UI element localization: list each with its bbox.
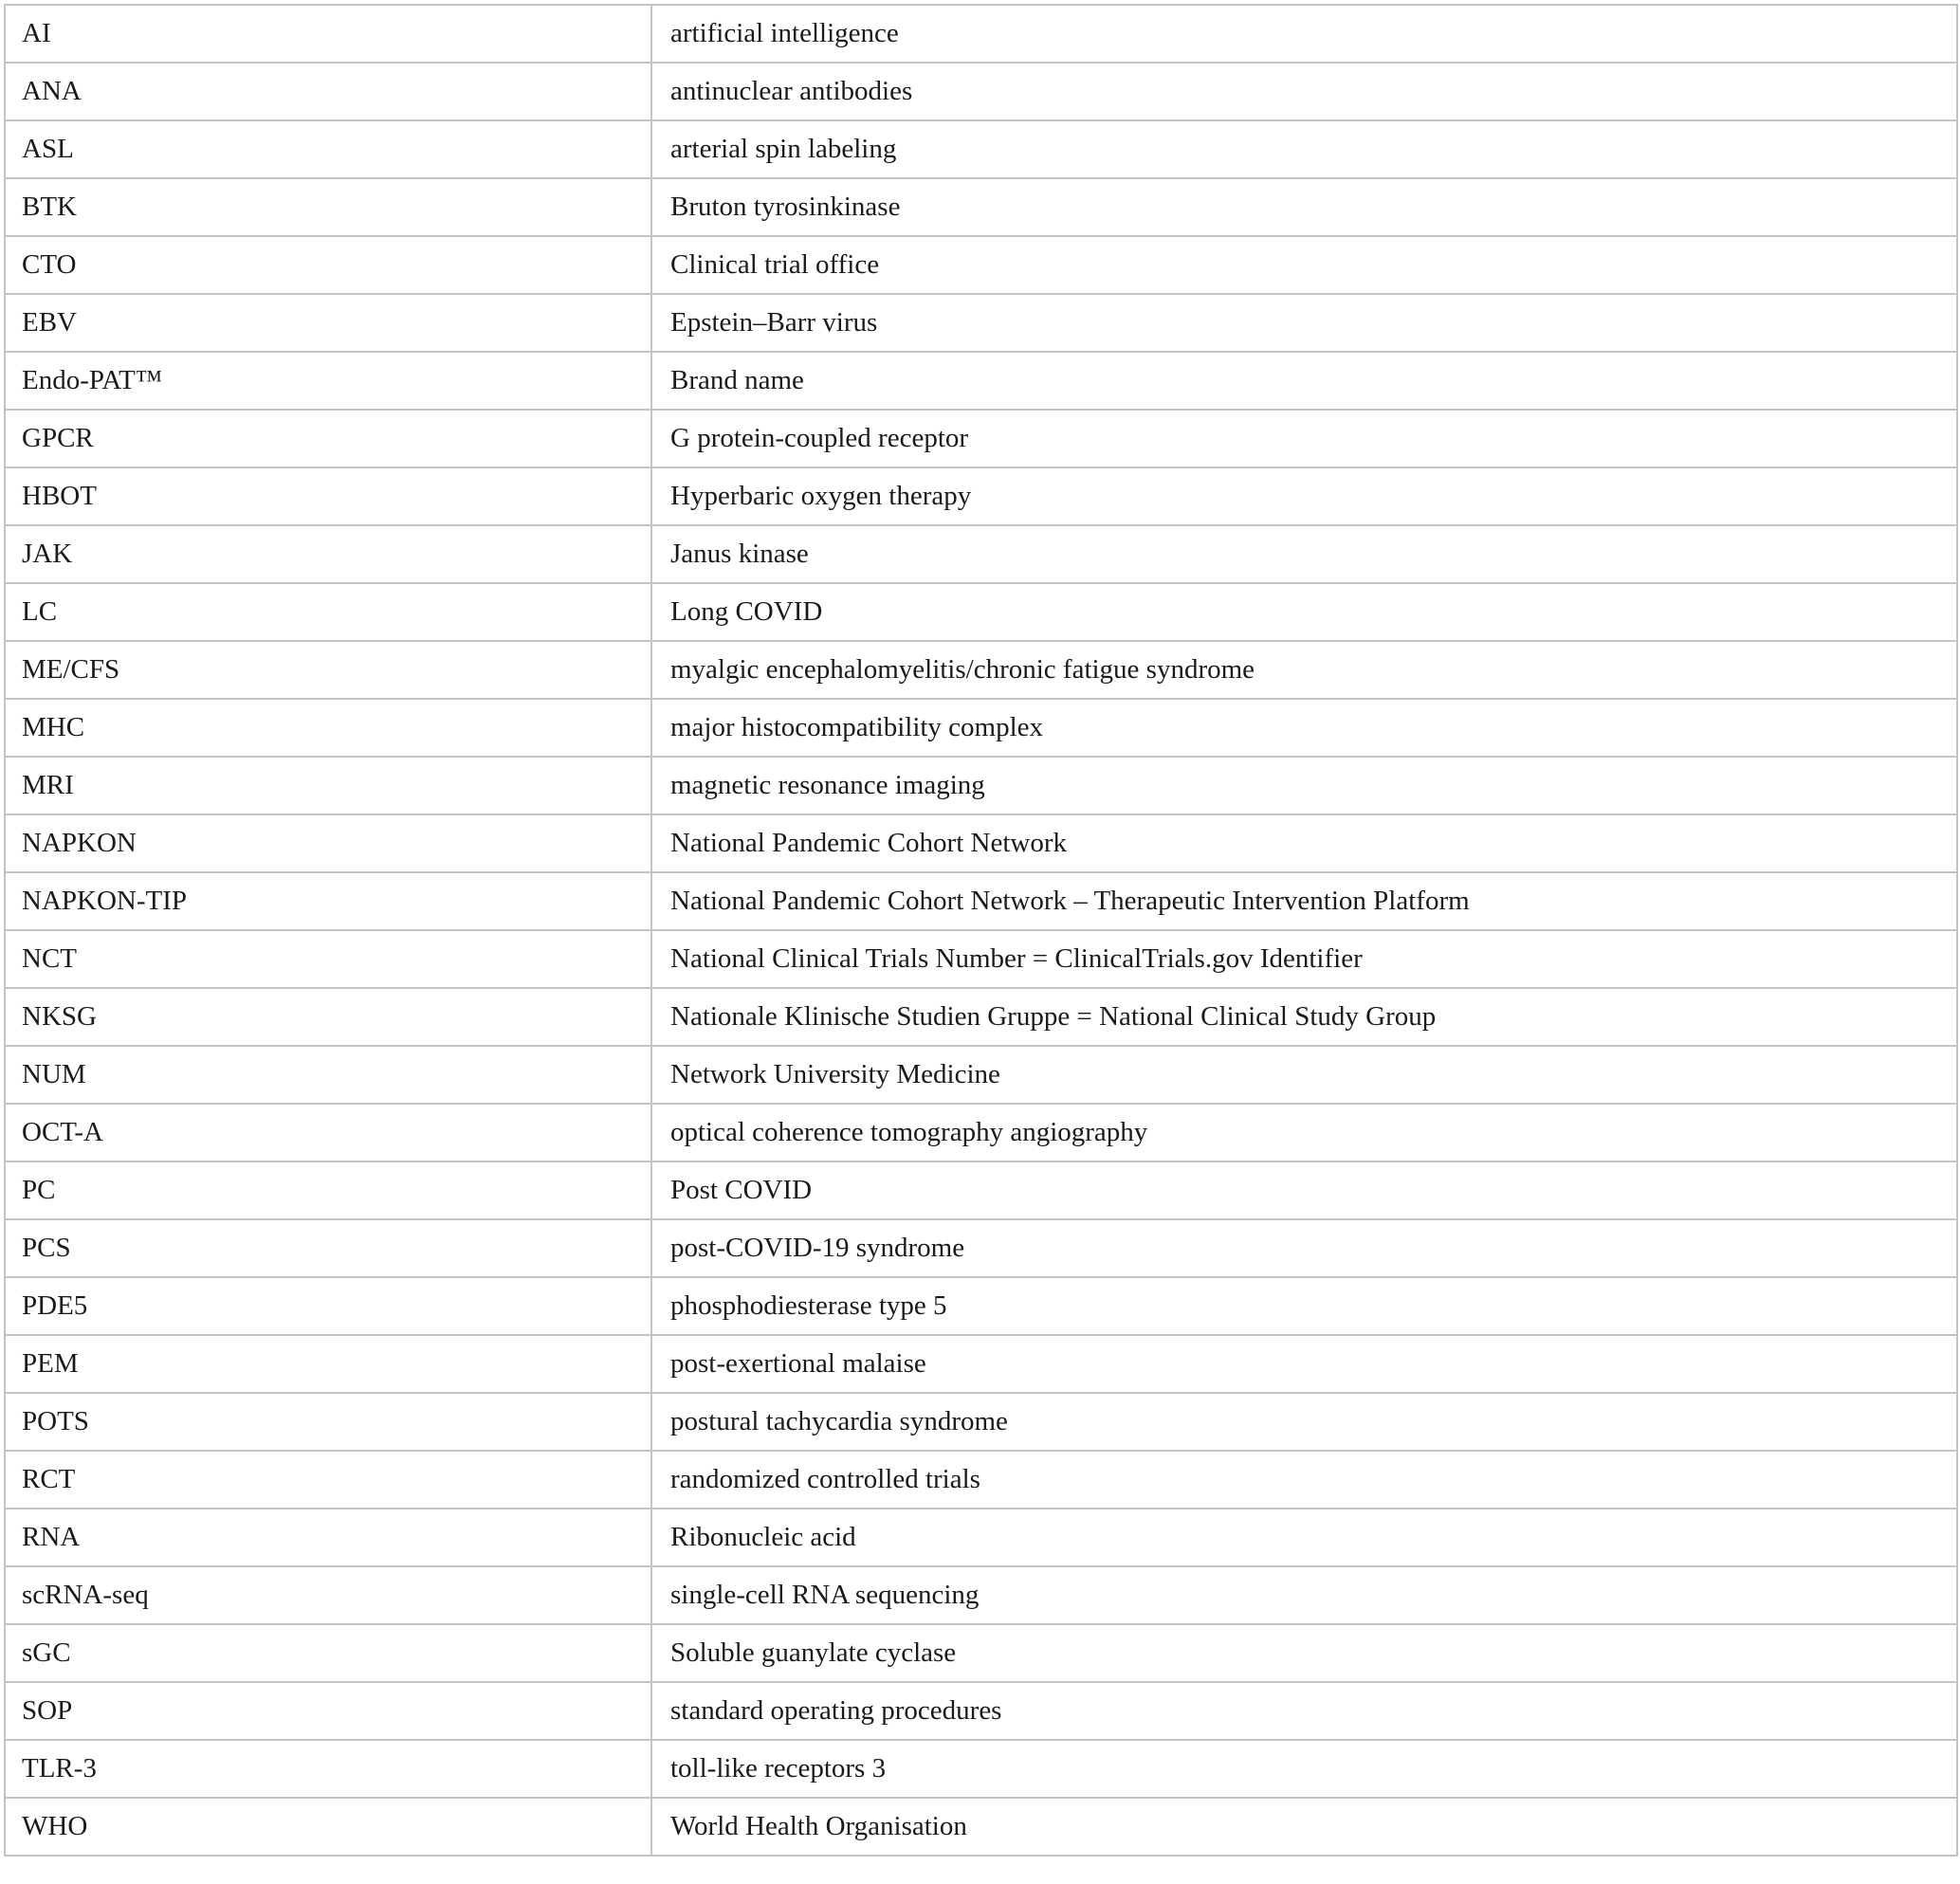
abbreviation-cell: PDE5: [5, 1277, 651, 1335]
abbreviation-cell: OCT-A: [5, 1104, 651, 1161]
abbreviation-cell: EBV: [5, 294, 651, 352]
table-row: [5, 1046, 1957, 1104]
definition-cell: single-cell RNA sequencing: [651, 1566, 1957, 1624]
definition-cell: Clinical trial office: [651, 236, 1957, 294]
abbreviation-cell: MHC: [5, 699, 651, 757]
definition-cell: Network University Medicine: [651, 1046, 1957, 1104]
table-row: [5, 699, 1957, 757]
table-row: [5, 352, 1957, 410]
definition-cell: toll-like receptors 3: [651, 1740, 1957, 1798]
abbreviation-cell: scRNA-seq: [5, 1566, 651, 1624]
table-row: [5, 1219, 1957, 1277]
abbreviations-table-body: [5, 5, 1957, 1856]
definition-cell: Post COVID: [651, 1161, 1957, 1219]
table-row: [5, 814, 1957, 872]
abbreviation-cell: PC: [5, 1161, 651, 1219]
abbreviation-cell: POTS: [5, 1393, 651, 1451]
table-row: [5, 583, 1957, 641]
abbreviation-cell: AI: [5, 5, 651, 63]
table-row: [5, 1335, 1957, 1393]
definition-cell: post-exertional malaise: [651, 1335, 1957, 1393]
abbreviation-cell: sGC: [5, 1624, 651, 1682]
abbreviation-cell: ASL: [5, 120, 651, 178]
table-row: [5, 1393, 1957, 1451]
table-row: [5, 1682, 1957, 1740]
abbreviation-cell: JAK: [5, 525, 651, 583]
definition-cell: artificial intelligence: [651, 5, 1957, 63]
table-row: [5, 757, 1957, 814]
table-row: [5, 1624, 1957, 1682]
definition-cell: Hyperbaric oxygen therapy: [651, 467, 1957, 525]
table-row: [5, 641, 1957, 699]
definition-cell: G protein-coupled receptor: [651, 410, 1957, 467]
abbreviation-cell: CTO: [5, 236, 651, 294]
table-row: [5, 236, 1957, 294]
table-row: [5, 525, 1957, 583]
abbreviation-cell: LC: [5, 583, 651, 641]
definition-cell: arterial spin labeling: [651, 120, 1957, 178]
abbreviation-cell: ANA: [5, 63, 651, 120]
definition-cell: Ribonucleic acid: [651, 1509, 1957, 1566]
definition-cell: randomized controlled trials: [651, 1451, 1957, 1509]
table-row: [5, 1451, 1957, 1509]
definition-cell: myalgic encephalomyelitis/chronic fatigue syndrome: [651, 641, 1957, 699]
definition-cell: postural tachycardia syndrome: [651, 1393, 1957, 1451]
definition-cell: Bruton tyrosinkinase: [651, 178, 1957, 236]
table-row: [5, 1798, 1957, 1856]
definition-cell: standard operating procedures: [651, 1682, 1957, 1740]
definition-cell: Long COVID: [651, 583, 1957, 641]
definition-cell: post-COVID-19 syndrome: [651, 1219, 1957, 1277]
abbreviation-cell: MRI: [5, 757, 651, 814]
table-row: [5, 5, 1957, 63]
abbreviation-cell: SOP: [5, 1682, 651, 1740]
definition-cell: World Health Organisation: [651, 1798, 1957, 1856]
definition-cell: National Pandemic Cohort Network – Therapeutic Intervention Platform: [651, 872, 1957, 930]
definition-cell: major histocompatibility complex: [651, 699, 1957, 757]
definition-cell: Nationale Klinische Studien Gruppe = National Clinical Study Group: [651, 988, 1957, 1046]
definition-cell: Brand name: [651, 352, 1957, 410]
definition-cell: phosphodiesterase type 5: [651, 1277, 1957, 1335]
table-row: [5, 988, 1957, 1046]
abbreviation-cell: NAPKON: [5, 814, 651, 872]
abbreviation-cell: NCT: [5, 930, 651, 988]
abbreviation-cell: PCS: [5, 1219, 651, 1277]
table-row: [5, 1277, 1957, 1335]
definition-cell: Epstein–Barr virus: [651, 294, 1957, 352]
table-row: [5, 872, 1957, 930]
table-row: [5, 1104, 1957, 1161]
definition-cell: Janus kinase: [651, 525, 1957, 583]
table-row: [5, 63, 1957, 120]
abbreviation-cell: Endo-PAT™: [5, 352, 651, 410]
table-row: [5, 410, 1957, 467]
abbreviation-cell: ME/CFS: [5, 641, 651, 699]
table-row: [5, 1509, 1957, 1566]
definition-cell: National Clinical Trials Number = ClinicalTrials.gov Identifier: [651, 930, 1957, 988]
definition-cell: optical coherence tomography angiography: [651, 1104, 1957, 1161]
abbreviations-table: [4, 4, 1958, 1857]
abbreviation-cell: RCT: [5, 1451, 651, 1509]
abbreviation-cell: RNA: [5, 1509, 651, 1566]
abbreviation-cell: NUM: [5, 1046, 651, 1104]
table-row: [5, 1566, 1957, 1624]
table-row: [5, 467, 1957, 525]
abbreviation-cell: GPCR: [5, 410, 651, 467]
table-row: [5, 1740, 1957, 1798]
table-row: [5, 294, 1957, 352]
abbreviation-cell: TLR-3: [5, 1740, 651, 1798]
abbreviation-cell: BTK: [5, 178, 651, 236]
table-row: [5, 1161, 1957, 1219]
abbreviation-cell: NAPKON-TIP: [5, 872, 651, 930]
definition-cell: antinuclear antibodies: [651, 63, 1957, 120]
table-row: [5, 178, 1957, 236]
definition-cell: National Pandemic Cohort Network: [651, 814, 1957, 872]
abbreviation-cell: NKSG: [5, 988, 651, 1046]
abbreviation-cell: HBOT: [5, 467, 651, 525]
abbreviation-cell: PEM: [5, 1335, 651, 1393]
abbreviation-cell: WHO: [5, 1798, 651, 1856]
table-row: [5, 930, 1957, 988]
definition-cell: magnetic resonance imaging: [651, 757, 1957, 814]
definition-cell: Soluble guanylate cyclase: [651, 1624, 1957, 1682]
table-row: [5, 120, 1957, 178]
